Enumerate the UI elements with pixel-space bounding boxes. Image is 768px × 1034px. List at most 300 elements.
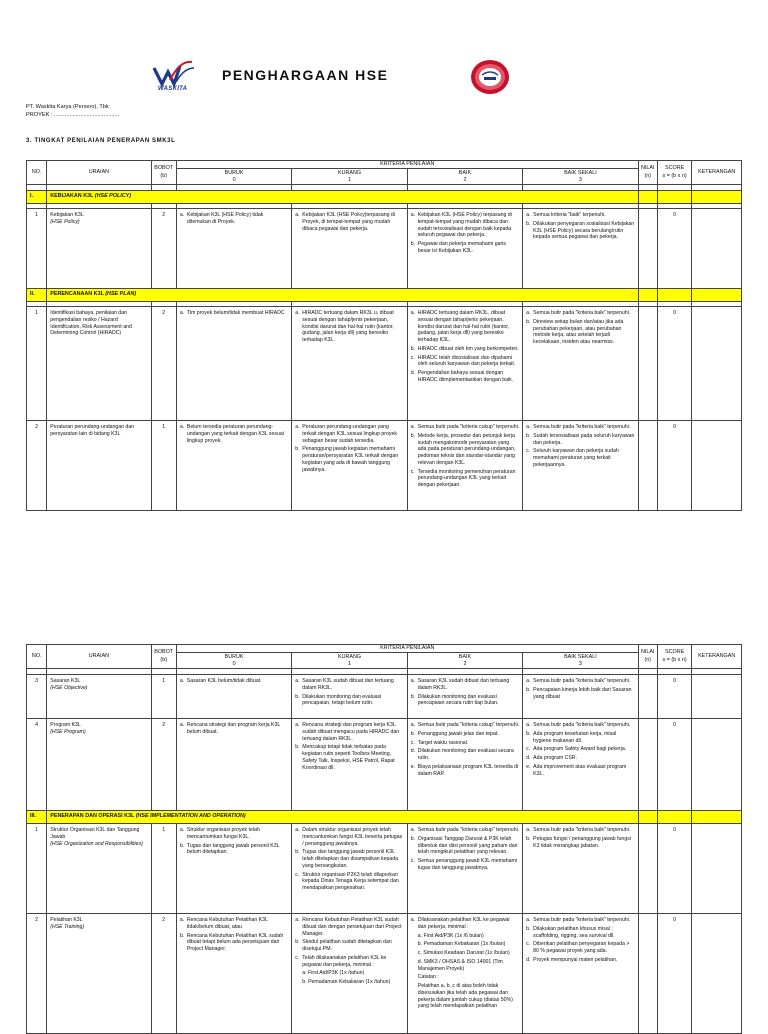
- criteria-text: Semua butir pada "kriteria baik" terpenuhi.: [533, 310, 631, 317]
- criteria-marker: a.: [526, 917, 531, 924]
- uraian-subtitle: (HSE Training): [50, 923, 85, 930]
- criteria-item: [295, 939, 403, 953]
- criteria-text: Kebijakan K3L (HSE Policy)terpasang di Proyek, di tempat-tempat yang mudah dibaca pegawai dan pekerja.: [302, 212, 395, 232]
- criteria-text: Tim proyek belum/tidak membuat HIRADC: [186, 310, 285, 317]
- nilai-cell[interactable]: [638, 675, 657, 719]
- criteria-text: Belum tersedia peraturan perundang-undangan yang terkait dengan K3L sesuai lingkup proyek.: [186, 424, 284, 444]
- bobot-value: 2: [162, 917, 166, 924]
- criteria-marker: a.: [295, 722, 300, 729]
- score-value: 0: [673, 212, 677, 219]
- section-label: KEBIJAKAN K3L: [50, 193, 95, 200]
- criteria-marker: b.: [526, 835, 531, 842]
- criteria-text: Struktur organisasi proyek telah mencantumkan fungsi K3L.: [186, 827, 260, 840]
- criteria-text: Kebijakan K3L (HSE Policy) tidak ditemukan di Proyek.: [186, 212, 264, 225]
- criteria-marker: c.: [295, 871, 300, 878]
- criteria-item: [526, 957, 634, 964]
- criteria-text: Semua butir pada "kriteria baik" terpenuhi.: [533, 678, 631, 685]
- criteria-marker: a.: [179, 827, 185, 834]
- criteria-marker: [295, 970, 302, 977]
- criteria-item: [526, 764, 634, 778]
- hse-seal-icon: [470, 59, 510, 95]
- score-value: 0: [673, 827, 677, 834]
- uraian-subtitle: (HSE Organization and Responsibilities): [50, 840, 143, 847]
- nilai-cell[interactable]: [638, 719, 657, 811]
- criteria-marker: b.: [526, 220, 531, 227]
- kurang-label: KURANG: [337, 653, 362, 660]
- section-label: PENERAPAN DAN OPERASI K3L: [50, 813, 136, 820]
- criteria-text: Dilakukan pelatihan khusus misal : scaffolding, rigging, sea survival dll.: [533, 925, 615, 939]
- criteria-item: [295, 212, 403, 232]
- criteria-text: Dilakukan monitoring dan evaluasi secara rutin.: [417, 748, 514, 762]
- criteria-item: [526, 731, 634, 745]
- criteria-item: [526, 448, 634, 468]
- criteria-item: [295, 917, 403, 937]
- nilai-cell[interactable]: [638, 209, 657, 289]
- criteria-item: [180, 917, 288, 931]
- col-header-buruk: [176, 169, 291, 185]
- criteria-marker: b.: [526, 925, 531, 932]
- section-no: II.: [30, 291, 35, 298]
- criteria-baik-sekali: [523, 421, 637, 474]
- criteria-item: [526, 310, 634, 317]
- criteria-text: Pengendalian bahaya sesuai dengan HIRADC diimplementasikan dengan baik.: [417, 370, 514, 383]
- row-number: 1: [35, 827, 39, 834]
- criteria-marker: c.: [410, 354, 415, 361]
- baik-sekali-score: 3: [578, 660, 582, 667]
- criteria-marker: a.: [179, 917, 185, 924]
- criteria-item: [411, 469, 519, 489]
- criteria-item: [411, 433, 519, 467]
- bobot-label: BOBOT: [154, 649, 174, 656]
- uraian-text: Kebijakan K3L: [50, 212, 84, 219]
- nilai-sub: (n): [644, 656, 652, 663]
- criteria-text: Tugas dan tanggung jawab personil K3L belum ditetapkan.: [186, 842, 280, 856]
- criteria-item: [295, 979, 403, 986]
- criteria-marker: b.: [295, 693, 300, 700]
- table-row: [27, 209, 742, 289]
- bobot-value: 2: [162, 310, 166, 317]
- page-title: PENGHARGAAN HSE: [222, 67, 389, 83]
- criteria-text: Semua butir pada "kriteria baik" terpenuhi.: [533, 827, 631, 834]
- bobot-sub: (b): [160, 656, 167, 663]
- criteria-item: [411, 310, 519, 344]
- criteria-text: Rencana Kebutuhan Pelatihan K3L tidak/belum dibuat, atau: [186, 917, 268, 930]
- criteria-text: Sudah tersosialisasi pada seluruh karyawan dan pekerja.: [533, 432, 635, 446]
- criteria-marker: c.: [410, 739, 415, 746]
- criteria-text: Semua butir pada "kriteria baik" terpenuhi.: [533, 917, 631, 924]
- criteria-item: [295, 827, 403, 847]
- table-row: [27, 421, 742, 511]
- buruk-label: BURUK: [224, 169, 244, 176]
- criteria-text: a. First Aid/P3K (1x /tahun): [302, 970, 365, 977]
- criteria-marker: a.: [410, 678, 416, 685]
- nilai-cell[interactable]: [638, 421, 657, 511]
- keterangan-cell[interactable]: [692, 675, 742, 719]
- criteria-text: Semua penanggung jawab K3L memahami tugas dan tanggung jawabnya.: [417, 858, 518, 871]
- criteria-marker: d.: [410, 748, 416, 755]
- criteria-marker: a.: [410, 917, 416, 924]
- criteria-item: [526, 221, 634, 241]
- criteria-marker: c.: [526, 746, 531, 753]
- criteria-item: [411, 917, 519, 931]
- criteria-marker: a.: [295, 678, 300, 685]
- criteria-buruk: [177, 209, 291, 231]
- bobot-value: 1: [162, 827, 166, 834]
- criteria-text: b. Pemadaman Kebakaran (1x /tahun): [302, 979, 391, 986]
- criteria-item: [295, 446, 403, 473]
- score-value: 0: [673, 678, 677, 685]
- score-label: SCORE: [665, 165, 685, 172]
- uraian-subtitle: (HSE Policy): [50, 218, 80, 225]
- criteria-item: [526, 678, 634, 685]
- criteria-text: Semua butir pada "kriteria baik" terpenuhi.: [533, 722, 631, 729]
- criteria-item: [180, 424, 288, 444]
- keterangan-cell[interactable]: [692, 421, 742, 511]
- buruk-label: BURUK: [224, 653, 244, 660]
- criteria-text: Semua kriteria "baik" terpenuhi.: [533, 212, 606, 219]
- criteria-buruk: [177, 307, 291, 322]
- bobot-value: 2: [162, 212, 166, 219]
- table-row: [27, 719, 742, 811]
- criteria-item: [411, 241, 519, 255]
- criteria-item: [411, 212, 519, 239]
- uraian-text: Pelatihan K3L: [50, 917, 83, 924]
- waskita-logo-icon: [150, 58, 196, 88]
- hse-seal: [470, 59, 510, 95]
- criteria-marker: [411, 950, 418, 957]
- nilai-cell[interactable]: [638, 307, 657, 421]
- criteria-marker: b.: [526, 432, 531, 439]
- bobot-value: 2: [162, 722, 166, 729]
- criteria-marker: b.: [295, 939, 300, 946]
- criteria-marker: [411, 959, 418, 973]
- criteria-baik: [408, 209, 522, 260]
- section-row-plan: [27, 289, 742, 302]
- criteria-text: d. SMK3 / OHSAS & ISO 14001 (Tim Manajemen Proyek): [417, 958, 503, 972]
- uraian-text: Peraturan perundang-undangan dan persyaratan lain di bidang K3L: [50, 424, 135, 437]
- criteria-buruk: [177, 675, 291, 690]
- criteria-text: Metode kerja, prosedur dan petunjuk kerja sudah mengakomodir persyaratan yang ada pada peraturan perundang-undangan, pedoman teknis dan standar-standar yang relevan dengan K3L.: [417, 432, 516, 466]
- criteria-marker: c.: [410, 468, 415, 475]
- col-header-bobot: [151, 161, 176, 185]
- keterangan-cell[interactable]: [692, 307, 742, 421]
- criteria-marker: a.: [526, 212, 531, 219]
- criteria-text: Ada improvement atas evaluasi program K3L.: [533, 763, 627, 777]
- criteria-text: HIRADC tertuang dalam RK3L, dibuat sesuai dengan tahap/jenis pekerjaan, kondisi darurat dan hal-hal rutin (kantor, gudang, jalan kerja dll) yang beresiko terhadap K3L.: [417, 310, 510, 344]
- criteria-item: [180, 843, 288, 857]
- section-title: 3. TINGKAT PENILAIAN PENERAPAN SMK3L: [26, 138, 176, 144]
- criteria-marker: a.: [179, 310, 185, 317]
- criteria-marker: b.: [410, 241, 416, 248]
- uraian-text: Identifikasi bahaya, penilaian dan pengendalian resiko / Hazard Identification, Risk Assessment and Determining Control (HIRADC): [50, 310, 132, 337]
- col-header-score: [657, 645, 691, 669]
- criteria-item: [295, 424, 403, 444]
- criteria-text: Target waktu rasional.: [417, 739, 469, 746]
- criteria-text: Dalam struktur organisasi proyek telah mencantumkan fungsi K3L beserta petugas / penanggung jawabnya.: [302, 827, 403, 847]
- criteria-item: [295, 678, 403, 692]
- criteria-text: Pegawai dan pekerja memahami garis besar isi Kebijakan K3L.: [417, 241, 506, 254]
- criteria-text: HIRADC dibuat oleh tim yang berkompeten.: [417, 345, 519, 352]
- company-name: PT. Waskita Karya (Persero), Tbk: [26, 104, 109, 110]
- criteria-text: Pencapaian kinerja lebih baik dari Sasaran yang dibuat: [533, 686, 632, 700]
- col-header-nilai: [638, 645, 657, 669]
- criteria-item: [180, 933, 288, 953]
- criteria-item: [411, 827, 519, 834]
- criteria-text: Kebijakan K3L (HSE Policy) terpasang di tempat-tempat yang mudah dibaca dan sudah tersosialisasi dengan baik kepada seluruh pegawai dan pekerja.: [417, 212, 512, 239]
- criteria-item: [180, 722, 288, 736]
- criteria-marker: c.: [410, 858, 415, 865]
- uraian-subtitle: (HSE Program): [50, 728, 86, 735]
- col-header-uraian: URAIAN: [47, 645, 151, 669]
- row-number: 3: [35, 678, 39, 685]
- buruk-score: 0: [232, 176, 236, 183]
- criteria-text: Skedul pelatihan sudah ditetapkan dan disetujui PM.: [302, 939, 392, 953]
- criteria-text: Dilakukan monitoring dan evaluasi pencapaian secara rutin tiap bulan.: [417, 693, 499, 707]
- criteria-marker: d.: [526, 755, 531, 762]
- criteria-marker: d.: [410, 370, 416, 377]
- table-row: [27, 824, 742, 914]
- criteria-item: [295, 970, 403, 977]
- row-number: 1: [35, 212, 39, 219]
- criteria-item: [411, 974, 519, 981]
- criteria-marker: b.: [179, 842, 185, 849]
- criteria-text: Petugas fungsi / penanggung jawab fungsi K3 tidak merangkap jabatan.: [533, 835, 631, 849]
- criteria-item: [526, 827, 634, 834]
- logo-text: WASKITA: [158, 86, 188, 92]
- baik-score: 2: [463, 176, 467, 183]
- criteria-marker: b.: [410, 835, 416, 842]
- criteria-marker: b.: [526, 730, 531, 737]
- criteria-text: Ada program CSR.: [533, 755, 577, 762]
- section-row-policy: [27, 191, 742, 204]
- keterangan-cell[interactable]: [692, 209, 742, 289]
- table-row: [27, 307, 742, 421]
- row-number: 1: [35, 310, 39, 317]
- criteria-marker: a.: [295, 917, 300, 924]
- criteria-kurang: [292, 675, 406, 712]
- criteria-text: c. Simulasi Keadaan Darurat (1x /bulan): [417, 950, 510, 957]
- criteria-item: [411, 950, 519, 957]
- col-header-kurang: [292, 169, 407, 185]
- criteria-item: [411, 722, 519, 729]
- criteria-marker: a.: [179, 212, 185, 219]
- kurang-score: 1: [348, 660, 352, 667]
- col-header-buruk: [176, 653, 291, 669]
- score-sub: s = (b x n): [662, 656, 687, 663]
- criteria-item: [295, 722, 403, 742]
- section-heading: [47, 191, 638, 204]
- criteria-baik-sekali: [523, 914, 637, 969]
- score-sub: s = (b x n): [662, 172, 687, 179]
- baik-label: BAIK: [458, 653, 472, 660]
- criteria-marker: [295, 979, 302, 986]
- criteria-text: Biaya pelaksanaan program K3L tersedia di dalam RAP.: [417, 763, 519, 777]
- criteria-item: [411, 370, 519, 384]
- criteria-marker: b.: [410, 345, 416, 352]
- criteria-baik: [408, 719, 522, 782]
- criteria-item: [411, 983, 519, 1010]
- col-header-keterangan: KETERANGAN: [692, 161, 742, 185]
- nilai-cell[interactable]: [638, 824, 657, 914]
- col-header-nilai: [638, 161, 657, 185]
- col-header-uraian: URAIAN: [47, 161, 151, 185]
- criteria-text: Struktur organisasi P2K3 telah dilaporkan kepada Dinas Tenaga Kerja setempat dan mendapatkan pengesahan.: [302, 871, 399, 892]
- criteria-item: [295, 310, 403, 344]
- keterangan-cell[interactable]: [692, 719, 742, 811]
- criteria-marker: a.: [179, 424, 185, 431]
- criteria-item: [526, 687, 634, 701]
- criteria-item: [295, 955, 403, 969]
- criteria-marker: a.: [410, 827, 416, 834]
- criteria-marker: a.: [410, 722, 416, 729]
- criteria-marker: a.: [410, 424, 416, 431]
- table-header: [27, 645, 742, 669]
- criteria-item: [526, 722, 634, 729]
- criteria-item: [180, 212, 288, 226]
- criteria-text: Dilakukan monitoring dan evaluasi pencapaian, tetapi belum rutin.: [302, 693, 382, 707]
- col-header-no: NO.: [27, 161, 47, 185]
- section-row-implementation: [27, 811, 742, 824]
- criteria-kurang: [292, 719, 406, 776]
- assessment-table-2: [26, 644, 742, 1034]
- criteria-marker: c.: [526, 448, 531, 455]
- criteria-text: Tugas dan tanggung jawab personil K3L telah ditetapkan dan disampaikan kepada yang bersangkutan.: [302, 849, 399, 869]
- criteria-text: Semua butir pada "kriteria cukup" terpenuhi.: [417, 424, 520, 431]
- uraian-subtitle: (HSE Objective): [50, 684, 88, 691]
- criteria-text: Penanggung jawab jelas dan tepat.: [417, 730, 499, 737]
- col-header-baik-sekali: [523, 169, 638, 185]
- waskita-logo: [150, 58, 196, 98]
- uraian-text: Sasaran K3L: [50, 678, 81, 685]
- criteria-item: [526, 319, 634, 346]
- criteria-text: Organisasi Tanggap Darurat & P3K telah dibentuk dan diisi personil yang paham dan telah mengikuti pelatihan yang relevan.: [417, 835, 518, 856]
- col-header-kriteria: KRITERIA PENILAIAN: [176, 645, 638, 653]
- criteria-marker: c.: [526, 941, 531, 948]
- keterangan-cell[interactable]: [692, 824, 742, 914]
- score-label: SCORE: [665, 649, 685, 656]
- criteria-item: [526, 926, 634, 940]
- criteria-item: [526, 755, 634, 762]
- criteria-baik-sekali: [523, 675, 637, 705]
- section-label-italic: (HSE POLICY): [94, 193, 132, 200]
- col-header-kriteria: KRITERIA PENILAIAN: [176, 161, 638, 169]
- criteria-marker: [411, 941, 418, 948]
- criteria-text: Semua butir pada "kriteria cukup" terpenuhi.: [417, 827, 520, 834]
- criteria-item: [411, 694, 519, 708]
- col-header-kurang: [292, 653, 407, 669]
- criteria-text: Rencana strategi dan program kerja K3L sudah dibuat mengacu pada HIRADC dan tertuang dalam RK3L.: [302, 722, 400, 742]
- bobot-sub: (b): [160, 172, 167, 179]
- col-header-baik: [407, 653, 522, 669]
- criteria-item: [411, 933, 519, 940]
- criteria-item: [411, 941, 519, 948]
- nilai-label: NILAI: [641, 649, 655, 656]
- col-header-baik: [407, 169, 522, 185]
- row-number: 2: [35, 424, 39, 431]
- criteria-baik-sekali: [523, 824, 637, 854]
- criteria-item: [295, 872, 403, 892]
- criteria-text: Rencana Kebutuhan Pelatihan K3L sudah dibuat dan dengan persetujuan dari Project Manager.: [302, 917, 402, 937]
- criteria-buruk: [177, 421, 291, 449]
- criteria-kurang: [292, 307, 406, 349]
- col-header-bobot: [151, 645, 176, 669]
- criteria-marker: d.: [526, 956, 531, 963]
- table-row: [27, 675, 742, 719]
- criteria-marker: a.: [526, 722, 531, 729]
- criteria-item: [411, 764, 519, 778]
- criteria-item: [411, 731, 519, 738]
- table-header: [27, 161, 742, 185]
- criteria-marker: b.: [526, 318, 531, 325]
- score-value: 0: [673, 310, 677, 317]
- criteria-text: Ada program Safety Award bagi pekerja.: [533, 746, 627, 753]
- criteria-text: b. Pemadaman Kebakaran (1x /bulan): [417, 941, 506, 948]
- criteria-item: [526, 433, 634, 447]
- baik-sekali-label: BAIK SEKALI: [564, 169, 597, 176]
- baik-sekali-label: BAIK SEKALI: [564, 653, 597, 660]
- criteria-marker: b.: [410, 730, 416, 737]
- criteria-text: Dilakukan penyegaran sosialisasi Kebijakan K3L (HSE Policy) secara berulang/rutin kepada semua pegawai dan pekerja.: [533, 220, 635, 241]
- criteria-marker: a.: [526, 678, 531, 685]
- criteria-item: [295, 694, 403, 708]
- criteria-item: [411, 355, 519, 369]
- criteria-item: [526, 836, 634, 850]
- bobot-value: 1: [162, 678, 166, 685]
- criteria-marker: a.: [410, 212, 416, 219]
- criteria-baik-sekali: [523, 209, 637, 246]
- criteria-item: [526, 746, 634, 753]
- criteria-text: Catatan :: [417, 974, 439, 981]
- criteria-text: Pelatihan a, b, c di atas boleh tidak disesuaikan jika telah ada pegawai dan pekerja dalam jumlah cukup (diatas 50%) yang telah mendapatkan pelatihan: [417, 983, 513, 1010]
- nilai-sub: (n): [644, 172, 652, 179]
- nilai-cell[interactable]: [638, 914, 657, 1034]
- criteria-item: [180, 310, 288, 317]
- criteria-marker: a.: [295, 827, 300, 834]
- criteria-marker: e.: [526, 763, 531, 770]
- kurang-score: 1: [348, 176, 352, 183]
- criteria-kurang: [292, 421, 406, 478]
- criteria-text: Rencana Kebutuhan Pelatihan K3L sudah dibuat tetapi belum ada persetujuan dari Project Manager.: [186, 932, 284, 953]
- baik-score: 2: [463, 660, 467, 667]
- criteria-marker: b.: [295, 744, 300, 751]
- uraian-text: Program K3L: [50, 722, 81, 729]
- section-label: PERENCANAAN K3L: [50, 291, 106, 298]
- criteria-marker: b.: [179, 932, 185, 939]
- nilai-label: NILAI: [641, 165, 655, 172]
- criteria-item: [411, 959, 519, 973]
- keterangan-cell[interactable]: [692, 914, 742, 1034]
- col-header-keterangan: KETERANGAN: [692, 645, 742, 669]
- criteria-marker: [411, 974, 418, 981]
- criteria-item: [411, 346, 519, 353]
- criteria-kurang: [292, 209, 406, 237]
- criteria-text: Ada program kesehatan kerja, misal hygiene makanan dll.: [533, 730, 617, 744]
- criteria-kurang: [292, 824, 406, 897]
- criteria-marker: b.: [410, 432, 416, 439]
- baik-label: BAIK: [458, 169, 472, 176]
- criteria-text: Mencakup tetapi tidak terbatas pada kegiatan rutin seperti Toolbox Meeting, Safety Talk, Inspeksi, HSE Patrol, Rapat Koordinasi dll.: [302, 744, 395, 771]
- criteria-marker: a.: [526, 424, 531, 431]
- criteria-item: [411, 858, 519, 872]
- col-header-baik-sekali: [523, 653, 638, 669]
- criteria-marker: b.: [295, 446, 300, 453]
- criteria-marker: a.: [295, 424, 300, 431]
- criteria-baik: [408, 914, 522, 1015]
- criteria-text: Rencana strategi dan program kerja K3L belum dibuat.: [186, 722, 281, 735]
- criteria-text: Direview setiap bulan dan/atau jika ada perubahan pekerjaan, atau perubahan metode kerja, atau setelah terjadi kecelakaan, insiden atau nearmiss.: [533, 318, 624, 346]
- criteria-item: [411, 748, 519, 762]
- criteria-marker: [411, 983, 418, 1010]
